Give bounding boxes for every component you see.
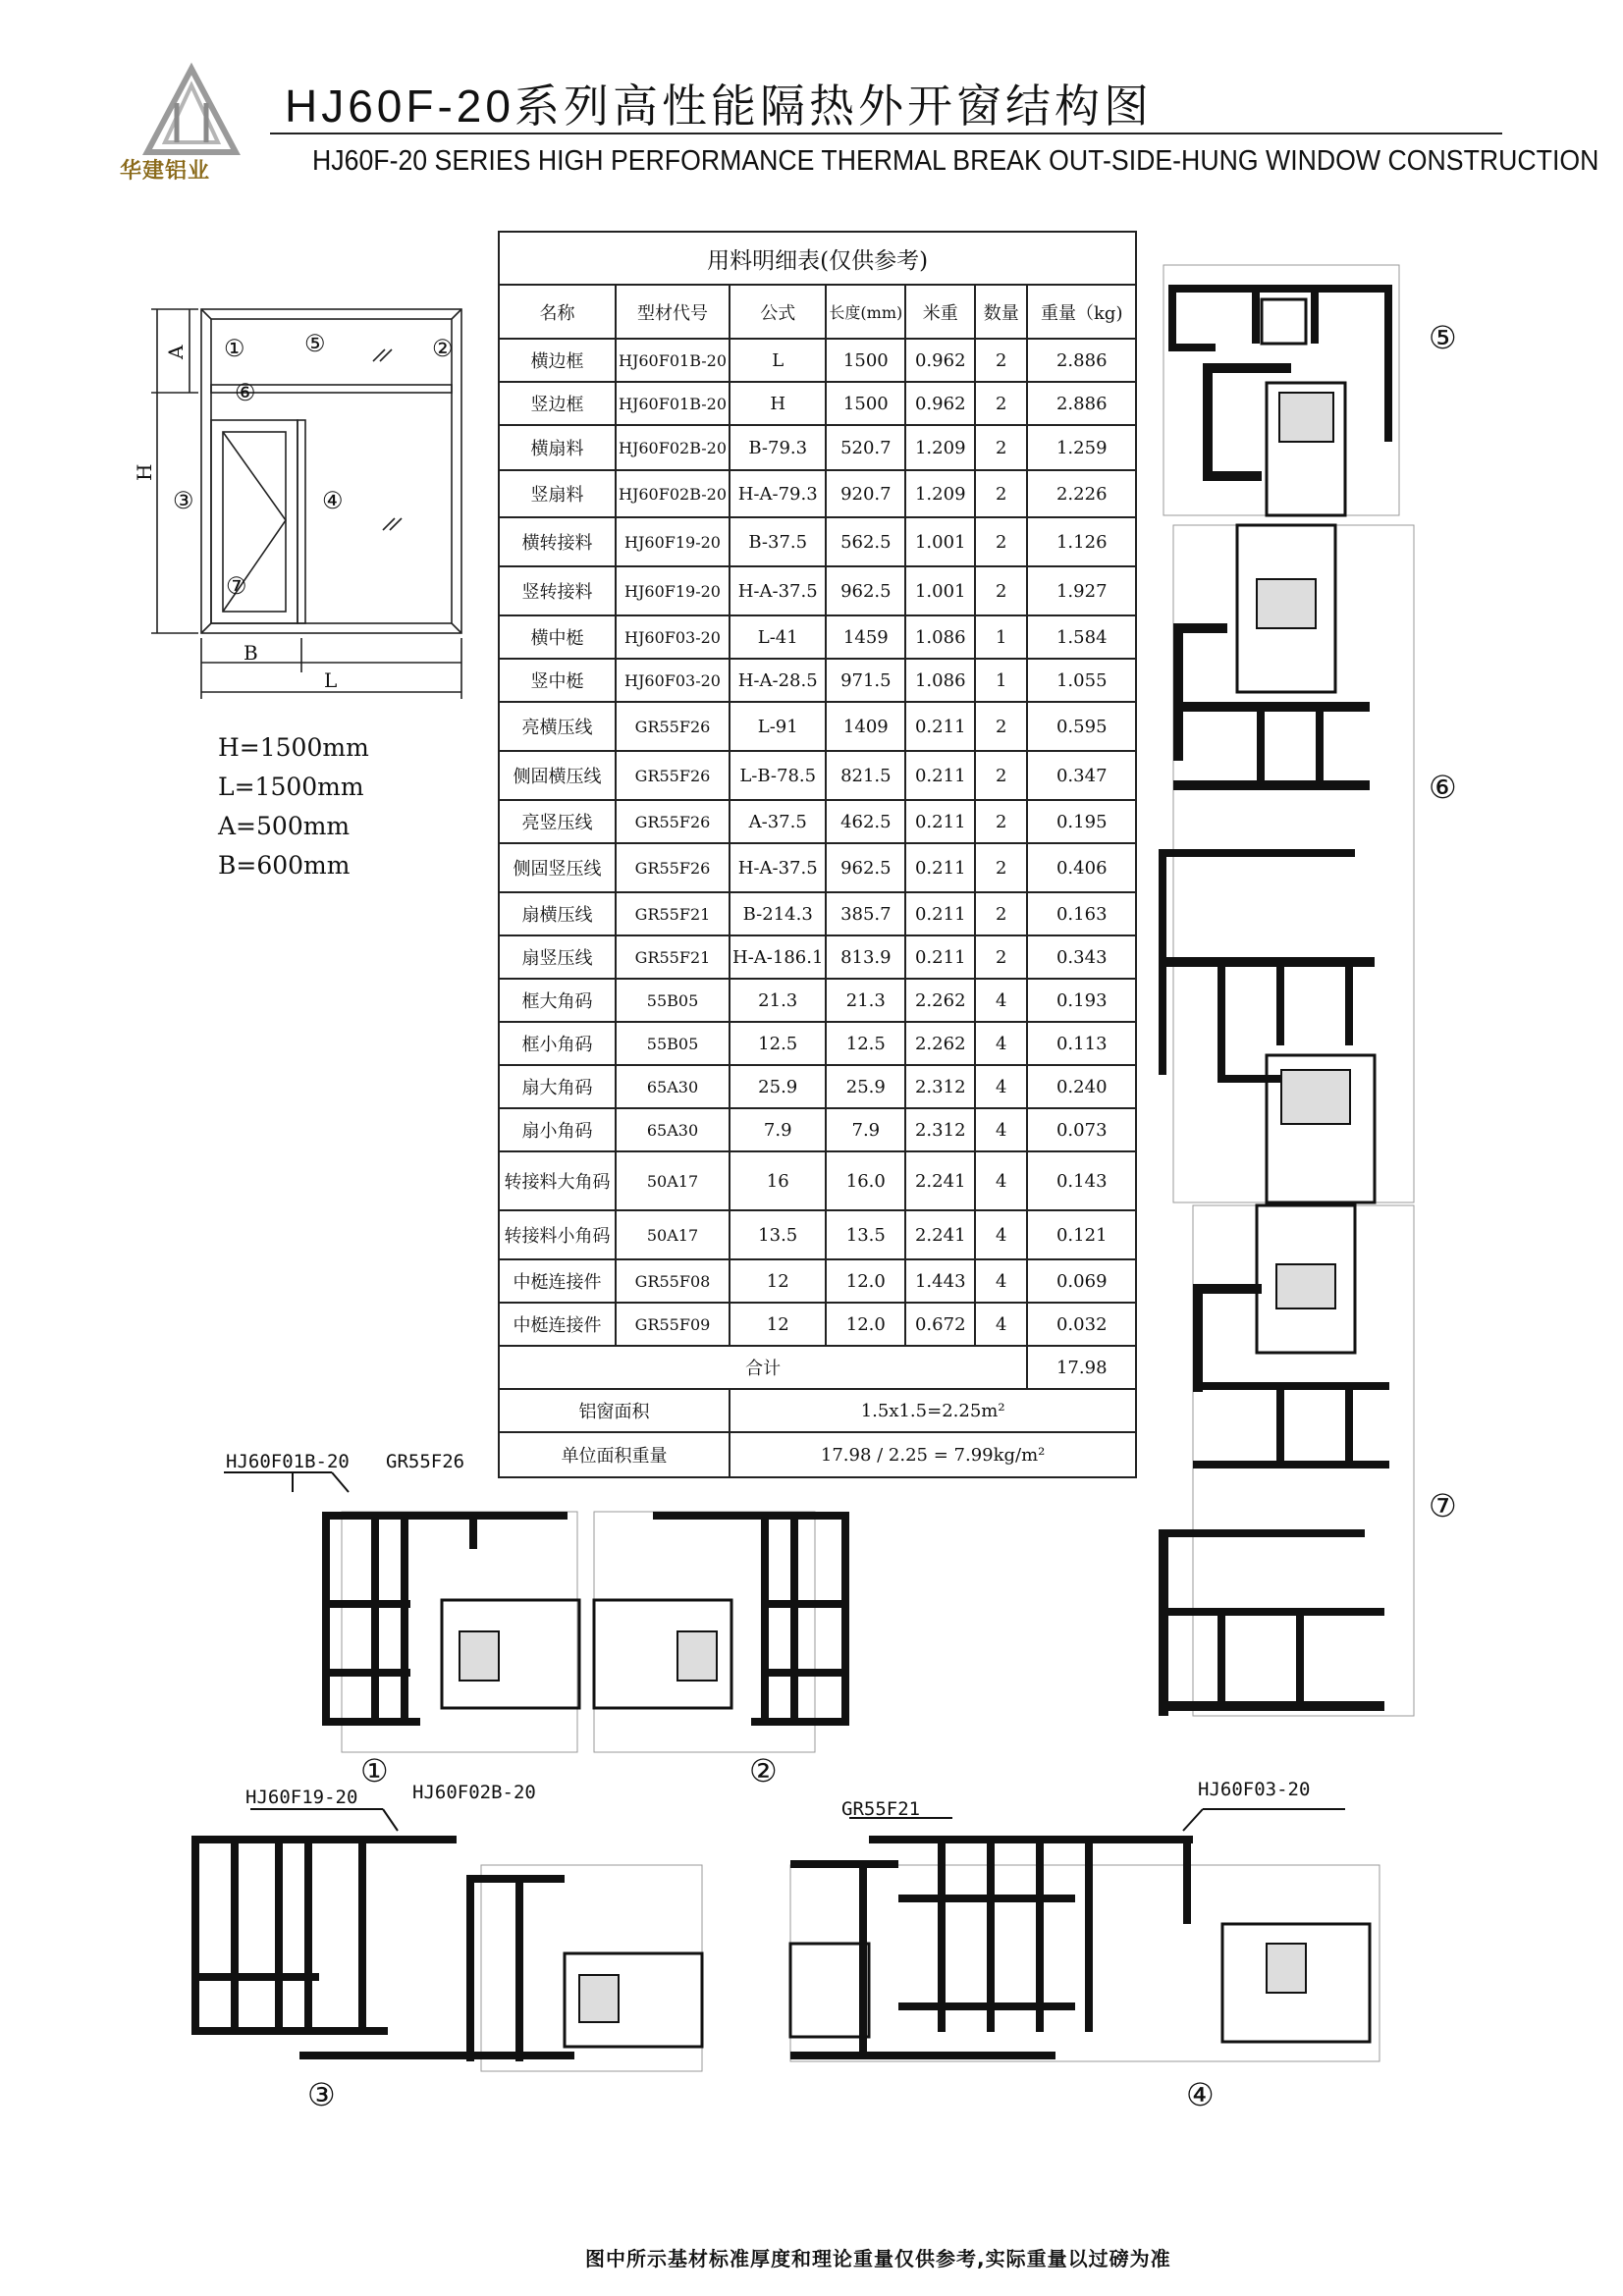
section-number-4: ④ <box>1186 2076 1215 2113</box>
bom-cell: A-37.5 <box>730 800 826 843</box>
bom-cell: 0.240 <box>1027 1065 1136 1108</box>
bom-cell: 13.5 <box>826 1210 905 1259</box>
marker-7: ⑦ <box>226 572 247 600</box>
bom-row <box>499 935 1136 979</box>
bom-cell: B-214.3 <box>730 892 826 935</box>
bom-cell: 扇大角码 <box>499 1065 616 1108</box>
section-number-6: ⑥ <box>1429 769 1457 806</box>
bom-row <box>499 843 1136 892</box>
bom-cell: 12.5 <box>826 1022 905 1065</box>
bom-cell: 1.126 <box>1027 517 1136 566</box>
section-drawing-6 <box>1159 525 1419 1202</box>
bom-cell: 0.595 <box>1027 702 1136 751</box>
bom-cell: 1.259 <box>1027 425 1136 470</box>
bom-cell: 971.5 <box>826 659 905 702</box>
bom-cell: 0.195 <box>1027 800 1136 843</box>
section-4-glazing-bead-label: GR55F21 <box>841 1798 921 1820</box>
bom-cell: 2.226 <box>1027 470 1136 517</box>
bom-row <box>499 382 1136 425</box>
bom-row <box>499 1210 1136 1259</box>
bom-row <box>499 1065 1136 1108</box>
bom-cell: 50A17 <box>616 1210 730 1259</box>
dim-label-h: H <box>133 463 156 481</box>
bom-row <box>499 566 1136 615</box>
bom-cell: H-A-28.5 <box>730 659 826 702</box>
bom-cell: 4 <box>975 1065 1027 1108</box>
bom-cell: 7.9 <box>826 1108 905 1151</box>
bom-cell: 65A30 <box>616 1108 730 1151</box>
bom-cell: 侧固横压线 <box>499 751 616 800</box>
dim-label-l: L <box>324 668 338 692</box>
col-header: 数量 <box>975 285 1027 339</box>
bom-cell: 2.886 <box>1027 382 1136 425</box>
section-number-1: ① <box>360 1752 389 1789</box>
bom-cell: 55B05 <box>616 979 730 1022</box>
bom-cell: 520.7 <box>826 425 905 470</box>
bom-cell: HJ60F02B-20 <box>616 425 730 470</box>
bom-cell: 21.3 <box>730 979 826 1022</box>
bom-cell: H-A-79.3 <box>730 470 826 517</box>
bom-cell: 12 <box>730 1259 826 1303</box>
bom-cell: 横中梃 <box>499 615 616 659</box>
bom-cell: 50A17 <box>616 1151 730 1210</box>
section-drawing-4 <box>790 1806 1389 2066</box>
bom-cell: 0.211 <box>905 751 975 800</box>
section-3-sash-label: HJ60F02B-20 <box>412 1782 536 1803</box>
col-header: 型材代号 <box>616 285 730 339</box>
marker-5: ⑤ <box>304 330 326 357</box>
section-number-3: ③ <box>307 2076 336 2113</box>
bom-cell: HJ60F19-20 <box>616 517 730 566</box>
bom-total-row <box>499 1346 1136 1389</box>
section-drawing-3 <box>191 1806 702 2071</box>
bom-cell: GR55F08 <box>616 1259 730 1303</box>
logo-mark-icon <box>137 64 245 157</box>
bom-cell: HJ60F19-20 <box>616 566 730 615</box>
bom-cell: 4 <box>975 1303 1027 1346</box>
bom-row <box>499 1022 1136 1065</box>
bom-cell: 横转接料 <box>499 517 616 566</box>
bom-cell: 2.241 <box>905 1151 975 1210</box>
bom-row <box>499 1303 1136 1346</box>
bom-cell: 4 <box>975 1210 1027 1259</box>
bom-cell: 1.209 <box>905 470 975 517</box>
bom-cell: H-A-37.5 <box>730 566 826 615</box>
bom-cell: 框大角码 <box>499 979 616 1022</box>
bom-cell: 0.121 <box>1027 1210 1136 1259</box>
bom-cell: B-37.5 <box>730 517 826 566</box>
bom-cell: H <box>730 382 826 425</box>
bom-cell: 0.073 <box>1027 1108 1136 1151</box>
bom-cell: 亮横压线 <box>499 702 616 751</box>
bom-cell: 65A30 <box>616 1065 730 1108</box>
bom-row <box>499 1259 1136 1303</box>
bom-cell: 2 <box>975 470 1027 517</box>
page-title: HJ60F-20系列高性能隔热外开窗结构图 <box>285 80 1153 132</box>
bom-cell: 1.055 <box>1027 659 1136 702</box>
bom-cell: 1.209 <box>905 425 975 470</box>
bom-cell: 0.211 <box>905 800 975 843</box>
unit-value: 17.98 / 2.25 = 7.99kg/m² <box>730 1432 1136 1477</box>
dim-label-a: A <box>164 345 188 359</box>
bom-cell: 中梃连接件 <box>499 1303 616 1346</box>
bom-unit-row <box>499 1432 1136 1477</box>
bom-cell: 亮竖压线 <box>499 800 616 843</box>
bom-cell: 1.001 <box>905 566 975 615</box>
bom-cell: 0.113 <box>1027 1022 1136 1065</box>
bom-cell: HJ60F03-20 <box>616 615 730 659</box>
bom-row <box>499 751 1136 800</box>
bom-cell: 0.211 <box>905 843 975 892</box>
bom-cell: 0.347 <box>1027 751 1136 800</box>
bom-row <box>499 800 1136 843</box>
bom-row <box>499 1108 1136 1151</box>
bom-cell: 7.9 <box>730 1108 826 1151</box>
col-header: 重量（kg) <box>1027 285 1136 339</box>
col-header: 公式 <box>730 285 826 339</box>
bom-cell: B-79.3 <box>730 425 826 470</box>
col-header: 米重 <box>905 285 975 339</box>
logo <box>137 64 245 157</box>
dim-l: L=1500mm <box>218 773 364 801</box>
bom-cell: HJ60F01B-20 <box>616 339 730 382</box>
bom-header-row <box>499 285 1136 339</box>
bom-cell: 962.5 <box>826 843 905 892</box>
bom-cell: 1.584 <box>1027 615 1136 659</box>
bom-cell: 1500 <box>826 339 905 382</box>
bom-cell: 2 <box>975 517 1027 566</box>
bom-cell: 385.7 <box>826 892 905 935</box>
bom-cell: L <box>730 339 826 382</box>
bom-cell: 2 <box>975 566 1027 615</box>
section-1-profile-label: HJ60F01B-20 <box>226 1451 350 1472</box>
bom-cell: 1.443 <box>905 1259 975 1303</box>
bom-cell: 2.886 <box>1027 339 1136 382</box>
bom-cell: 4 <box>975 1259 1027 1303</box>
bom-row <box>499 892 1136 935</box>
bom-cell: HJ60F03-20 <box>616 659 730 702</box>
bom-cell: GR55F26 <box>616 702 730 751</box>
bom-cell: 2 <box>975 892 1027 935</box>
bom-cell: L-91 <box>730 702 826 751</box>
dim-a: A=500mm <box>218 812 351 840</box>
bom-cell: 1500 <box>826 382 905 425</box>
marker-2: ② <box>432 335 454 362</box>
bom-cell: 2.312 <box>905 1065 975 1108</box>
bom-cell: 竖扇料 <box>499 470 616 517</box>
section-number-2: ② <box>749 1752 778 1789</box>
bom-cell: 0.211 <box>905 702 975 751</box>
bom-cell: 0.211 <box>905 892 975 935</box>
bom-cell: 16 <box>730 1151 826 1210</box>
page-subtitle: HJ60F-20 SERIES HIGH PERFORMANCE THERMAL BREAK OUT-SIDE-HUNG WINDOW CONSTRUCTION <box>312 145 1599 177</box>
bom-cell: 1459 <box>826 615 905 659</box>
area-label: 铝窗面积 <box>499 1389 730 1432</box>
bom-cell: 2 <box>975 382 1027 425</box>
bom-cell: 竖转接料 <box>499 566 616 615</box>
bom-cell: 转接料大角码 <box>499 1151 616 1210</box>
bom-cell: 2 <box>975 702 1027 751</box>
bom-row <box>499 425 1136 470</box>
bom-cell: 2 <box>975 935 1027 979</box>
bom-cell: 2 <box>975 843 1027 892</box>
total-label: 合计 <box>499 1346 1027 1389</box>
dim-label-b: B <box>243 641 258 665</box>
bom-cell: 竖中梃 <box>499 659 616 702</box>
bom-cell: 扇横压线 <box>499 892 616 935</box>
bom-cell: 扇小角码 <box>499 1108 616 1151</box>
bom-cell: H-A-186.1 <box>730 935 826 979</box>
bom-cell: 0.672 <box>905 1303 975 1346</box>
bom-cell: 813.9 <box>826 935 905 979</box>
bom-cell: GR55F09 <box>616 1303 730 1346</box>
col-header: 名称 <box>499 285 616 339</box>
bom-cell: 462.5 <box>826 800 905 843</box>
bom-row <box>499 517 1136 566</box>
bom-cell: 0.193 <box>1027 979 1136 1022</box>
bom-cell: 821.5 <box>826 751 905 800</box>
bom-cell: 2.312 <box>905 1108 975 1151</box>
section-number-7: ⑦ <box>1429 1487 1457 1524</box>
bom-cell: HJ60F01B-20 <box>616 382 730 425</box>
bom-cell: 0.211 <box>905 935 975 979</box>
bom-cell: 0.069 <box>1027 1259 1136 1303</box>
bom-cell: GR55F21 <box>616 935 730 979</box>
section-3-adapter-label: HJ60F19-20 <box>245 1787 358 1808</box>
bom-cell: 12.5 <box>730 1022 826 1065</box>
bom-cell: 2.262 <box>905 979 975 1022</box>
bom-cell: GR55F26 <box>616 843 730 892</box>
logo-text: 华建铝业 <box>120 159 211 184</box>
bom-cell: H-A-37.5 <box>730 843 826 892</box>
bom-cell: 2.262 <box>905 1022 975 1065</box>
bom-cell: 4 <box>975 1022 1027 1065</box>
bom-caption: 用料明细表(仅供参考) <box>499 232 1136 285</box>
bom-cell: 1 <box>975 615 1027 659</box>
dimension-list <box>218 728 369 885</box>
area-value: 1.5x1.5=2.25m² <box>730 1389 1136 1432</box>
section-1-glazing-bead-label: GR55F26 <box>386 1451 465 1472</box>
bom-cell: 4 <box>975 979 1027 1022</box>
bom-cell: 1.086 <box>905 615 975 659</box>
bom-row <box>499 615 1136 659</box>
bom-row <box>499 702 1136 751</box>
marker-1: ① <box>224 335 245 362</box>
bom-cell: L-41 <box>730 615 826 659</box>
bom-cell: GR55F26 <box>616 751 730 800</box>
bom-row <box>499 1151 1136 1210</box>
bom-cell: HJ60F02B-20 <box>616 470 730 517</box>
unit-label: 单位面积重量 <box>499 1432 730 1477</box>
section-drawing-1 <box>224 1472 577 1752</box>
bom-cell: 562.5 <box>826 517 905 566</box>
bom-row <box>499 659 1136 702</box>
bom-cell: 2.241 <box>905 1210 975 1259</box>
bom-cell: 25.9 <box>826 1065 905 1108</box>
bom-cell: 0.962 <box>905 339 975 382</box>
footer-note: 图中所示基材标准厚度和理论重量仅供参考,实际重量以过磅为准 <box>585 2247 1171 2270</box>
dim-b: B=600mm <box>218 851 351 880</box>
bom-cell: 2 <box>975 425 1027 470</box>
bom-cell: 横扇料 <box>499 425 616 470</box>
bom-row <box>499 339 1136 382</box>
dim-h: H=1500mm <box>218 733 369 762</box>
bom-cell: 13.5 <box>730 1210 826 1259</box>
window-elevation-diagram <box>133 294 491 707</box>
bom-cell: 1 <box>975 659 1027 702</box>
bom-cell: 转接料小角码 <box>499 1210 616 1259</box>
bom-cell: GR55F21 <box>616 892 730 935</box>
bom-cell: 框小角码 <box>499 1022 616 1065</box>
bom-cell: 920.7 <box>826 470 905 517</box>
bom-cell: 横边框 <box>499 339 616 382</box>
bom-cell: 1.927 <box>1027 566 1136 615</box>
col-header: 长度(mm) <box>826 285 905 339</box>
bom-cell: 4 <box>975 1151 1027 1210</box>
bom-cell: 962.5 <box>826 566 905 615</box>
bom-cell: 2 <box>975 339 1027 382</box>
bom-cell: 21.3 <box>826 979 905 1022</box>
bom-cell: 2 <box>975 800 1027 843</box>
bom-row <box>499 979 1136 1022</box>
bom-cell: 1409 <box>826 702 905 751</box>
bom-cell: 16.0 <box>826 1151 905 1210</box>
bom-cell: GR55F26 <box>616 800 730 843</box>
marker-3: ③ <box>173 487 194 514</box>
total-value: 17.98 <box>1027 1346 1136 1389</box>
bom-cell: 0.163 <box>1027 892 1136 935</box>
bom-cell: 1.086 <box>905 659 975 702</box>
bom-cell: 侧固竖压线 <box>499 843 616 892</box>
bom-table <box>498 231 1137 1478</box>
bom-cell: 0.143 <box>1027 1151 1136 1210</box>
bom-cell: 55B05 <box>616 1022 730 1065</box>
bom-cell: 0.406 <box>1027 843 1136 892</box>
bom-cell: 4 <box>975 1108 1027 1151</box>
bom-cell: 25.9 <box>730 1065 826 1108</box>
section-drawing-2 <box>594 1512 854 1752</box>
header-rule <box>270 133 1502 134</box>
bom-cell: 0.032 <box>1027 1303 1136 1346</box>
bom-cell: 中梃连接件 <box>499 1259 616 1303</box>
marker-4: ④ <box>322 487 344 514</box>
bom-cell: 扇竖压线 <box>499 935 616 979</box>
section-drawing-5 <box>1163 265 1399 515</box>
section-drawing-7 <box>1159 1205 1419 1716</box>
bom-row <box>499 470 1136 517</box>
bom-area-row <box>499 1389 1136 1432</box>
marker-6: ⑥ <box>235 379 256 406</box>
bom-cell: L-B-78.5 <box>730 751 826 800</box>
bom-cell: 0.343 <box>1027 935 1136 979</box>
bom-cell: 1.001 <box>905 517 975 566</box>
section-4-mullion-label: HJ60F03-20 <box>1198 1779 1311 1800</box>
bom-cell: 12.0 <box>826 1259 905 1303</box>
section-number-5: ⑤ <box>1429 319 1457 356</box>
bom-cell: 12.0 <box>826 1303 905 1346</box>
bom-cell: 0.962 <box>905 382 975 425</box>
bom-cell: 2 <box>975 751 1027 800</box>
bom-cell: 12 <box>730 1303 826 1346</box>
bom-cell: 竖边框 <box>499 382 616 425</box>
